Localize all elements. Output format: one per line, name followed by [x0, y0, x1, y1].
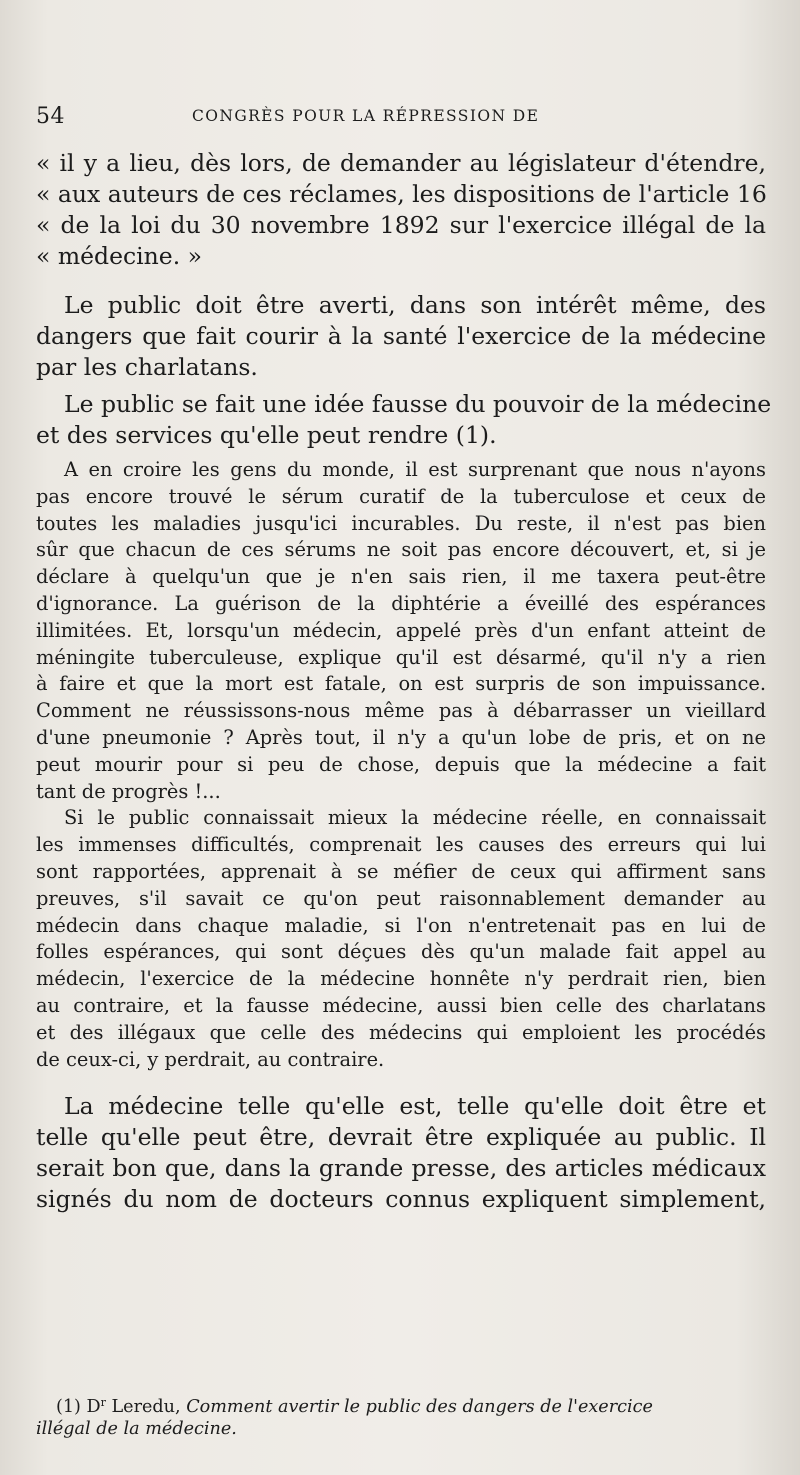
footnote-line: illégal de la médecine.	[36, 1419, 237, 1439]
paragraph-line: sûr que chacun de ces sérums ne soit pas encore découvert, et, si je	[36, 538, 766, 562]
paragraph-line: La médecine telle qu'elle est, telle qu'elle doit être et	[64, 1092, 766, 1121]
paragraph-line: médecin dans chaque maladie, si l'on n'entretenait pas en lui de	[36, 913, 766, 937]
paragraph-line: toutes les maladies jusqu'ici incurables. Du reste, il n'est pas bien	[36, 511, 766, 535]
paragraph-line: pas encore trouvé le sérum curatif de la tuberculose et ceux de	[36, 484, 766, 508]
paragraph-line: méningite tuberculeuse, explique qu'il est désarmé, qu'il n'y a rien	[36, 645, 766, 669]
paragraph-line: et des services qu'elle peut rendre (1).	[36, 421, 497, 449]
running-head: CONGRÈS POUR LA RÉPRESSION DE	[192, 107, 540, 125]
paragraph-line: dangers que fait courir à la santé l'exercice de la médecine	[36, 322, 766, 350]
paragraph-line: médecin, l'exercice de la médecine honnête n'y perdrait rien, bien	[36, 967, 766, 991]
paragraph-line: Comment ne réussissons-nous même pas à débarrasser un vieillard	[36, 699, 766, 723]
page-number: 54	[36, 104, 65, 129]
quote-line: « aux auteurs de ces réclames, les dispositions de l'article 16	[36, 180, 767, 208]
paragraph-line: d'ignorance. La guérison de la diphtérie a éveillé des espérances	[36, 591, 766, 615]
page-header	[36, 104, 756, 134]
paragraph-line: folles espérances, qui sont déçues dès qu'un malade fait appel au	[36, 940, 766, 964]
quote-block	[36, 148, 766, 272]
paragraph-line: déclare à quelqu'un que je n'en sais rien, il me taxera peut-être	[36, 565, 766, 589]
paragraph-line: les immenses difficultés, comprenait les causes des erreurs qui lui	[36, 833, 766, 857]
paragraph-line: de ceux-ci, y perdrait, au contraire.	[36, 1047, 385, 1071]
paragraph-line: serait bon que, dans la grande presse, des articles médicaux	[36, 1154, 766, 1183]
paragraph-line: tant de progrès !...	[36, 779, 221, 803]
paragraph-2	[36, 389, 772, 451]
paragraph-line: Si le public connaissait mieux la médecine réelle, en connaissait	[64, 806, 766, 830]
paragraph-line: d'une pneumonie ? Après tout, il n'y a qu'un lobe de pris, et on ne	[36, 725, 766, 749]
paragraph-line: signés du nom de docteurs connus expliquent simplement,	[36, 1185, 766, 1214]
footnote-title: Comment avertir le public des dangers de l'exercice	[186, 1397, 653, 1417]
quote-line: « médecine. »	[36, 242, 203, 270]
paragraph-5	[36, 1091, 766, 1215]
paragraph-1	[36, 290, 766, 383]
footnote-author: Leredu,	[105, 1397, 187, 1417]
paragraph-3	[36, 457, 766, 805]
paragraph-line: preuves, s'il savait ce qu'on peut raisonnablement demander au	[36, 886, 766, 910]
paragraph-line: Le public doit être averti, dans son intérêt même, des	[64, 291, 766, 319]
paragraph-line: à faire et que la mort est fatale, on est surpris de son impuissance.	[36, 672, 766, 696]
paragraph-4	[36, 805, 766, 1073]
paragraph-line: et des illégaux que celle des médecins qui emploient les procédés	[36, 1020, 766, 1044]
paragraph-line: au contraire, et la fausse médecine, aussi bien celle des charlatans	[36, 993, 766, 1017]
quote-line: « de la loi du 30 novembre 1892 sur l'exercice illégal de la	[36, 211, 766, 239]
footnote-marker: (1) D	[56, 1397, 101, 1417]
quote-line: « il y a lieu, dès lors, de demander au législateur d'étendre,	[36, 149, 766, 177]
footnote	[36, 1392, 766, 1440]
paragraph-line: sont rapportées, apprenait à se méfier de ceux qui affirment sans	[36, 859, 766, 883]
paragraph-line: telle qu'elle peut être, devrait être expliquée au public. Il	[36, 1123, 766, 1152]
body-text	[36, 148, 772, 1215]
footnote-superscript: r	[100, 1396, 106, 1409]
paragraph-line: A en croire les gens du monde, il est surprenant que nous n'ayons	[64, 458, 766, 481]
footnote-line	[36, 1392, 766, 1418]
paragraph-line: peut mourir pour si peu de chose, depuis que la médecine a fait	[36, 752, 766, 776]
paragraph-line: Le public se fait une idée fausse du pouvoir de la médecine	[64, 390, 772, 418]
paragraph-line: par les charlatans.	[36, 353, 258, 381]
paragraph-line: illimitées. Et, lorsqu'un médecin, appelé près d'un enfant atteint de	[36, 618, 766, 642]
